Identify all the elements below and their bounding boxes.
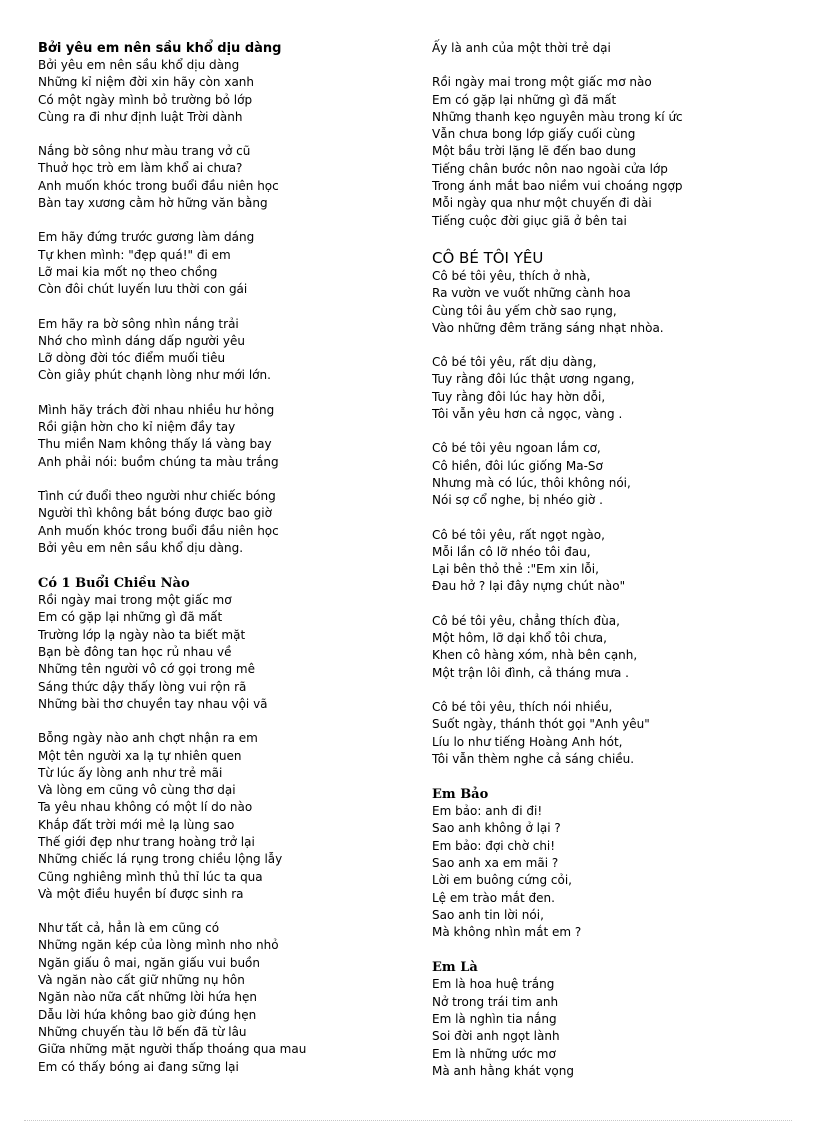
poem-line: Cô hiền, đôi lúc giống Ma-Sơ — [432, 458, 603, 473]
poem-line: Lệ em trào mắt đen. — [432, 890, 555, 905]
page-bottom-divider — [24, 1120, 792, 1121]
poem-line: Mà không nhìn mắt em ? — [432, 925, 582, 940]
stanza — [38, 143, 388, 212]
poem-line: Bởi yêu em nên sầu khổ dịu dàng — [38, 58, 240, 72]
poem-line: Thế giới đẹp như trang hoàng trở lại — [38, 834, 255, 849]
stanza — [432, 440, 802, 509]
poem-line: Nhớ cho mình dáng dấp người yêu — [38, 333, 245, 348]
poem-line: Cùng ra đi như định luật Trời dành — [38, 109, 243, 124]
poem-line: Cô bé tôi yêu, chẳng thích đùa, — [432, 613, 620, 628]
poem-co-be-toi-yeu — [432, 248, 802, 768]
poem-em-la — [432, 959, 802, 1080]
poem-line: Tự khen mình: "đẹp quá!" đi em — [38, 247, 231, 262]
poem-line: Tiếng cuộc đời giục giã ở bên tai — [432, 213, 627, 228]
poem-line: Nở trong trái tim anh — [432, 994, 559, 1009]
poem-line: Anh muốn khóc trong buổi đầu niên học — [38, 523, 279, 538]
stanza — [38, 920, 388, 1076]
poem-line: Thuở học trò em làm khổ ai chưa? — [38, 161, 243, 176]
poem-line: Khen cô hàng xóm, nhà bên cạnh, — [432, 648, 638, 663]
poem-line: Ra vườn ve vuốt những cành hoa — [432, 286, 631, 301]
poem-line: Bạn bè đông tan học rủ nhau về — [38, 645, 232, 660]
poem-line: Dẫu lời hứa không bao giờ đúng hẹn — [38, 1007, 257, 1022]
poem-line: Sao anh tin lời nói, — [432, 907, 544, 922]
poem-line: Em có thấy bóng ai đang sững lại — [38, 1059, 239, 1074]
poem-line: Em bảo: đợi chờ chi! — [432, 838, 556, 853]
poem-line: Đau hở ? lại đây nựng chút nào" — [432, 579, 626, 594]
poem-line: Còn đôi chút luyến lưu thời con gái — [38, 282, 248, 297]
poem-line: Lời em buông cứng cỏi, — [432, 873, 572, 888]
poem-line: Trong ánh mắt bao niềm vui choáng ngợp — [432, 179, 683, 194]
stanza — [432, 40, 802, 57]
poem-line: Em hãy ra bờ sông nhìn nắng trải — [38, 316, 239, 331]
poem-title: Em Là — [432, 960, 478, 976]
poem-line: Những chiếc lá rụng trong chiều lộng lẫy — [38, 852, 283, 867]
poem-line: Mà anh hằng khát vọng — [432, 1063, 574, 1078]
poem-line: Một hôm, lỡ dại khổ tôi chưa, — [432, 631, 607, 646]
poem-line: Mỗi lần cô lỡ nhéo tôi đau, — [432, 544, 591, 559]
poem-line: Em hãy đứng trước gương làm dáng — [38, 230, 255, 245]
stanza — [38, 592, 388, 713]
poem-line: Và lòng em cũng vô cùng thơ dại — [38, 783, 236, 798]
poem-line: Từ lúc ấy lòng anh như trẻ mãi — [38, 765, 223, 780]
poem-line: Em có gặp lại những gì đã mất — [432, 92, 617, 107]
poem-line: Người thì không bắt bóng được bao giờ — [38, 506, 272, 521]
stanza — [38, 730, 388, 903]
poem-line: Những chuyến tàu lỡ bến đã từ lâu — [38, 1024, 247, 1039]
poem-line: Líu lo như tiếng Hoàng Anh hót, — [432, 734, 623, 749]
stanza — [38, 229, 388, 298]
poem-line: Em là những ước mơ — [432, 1046, 556, 1061]
stanza — [432, 699, 802, 768]
poem-line: Khắp đất trời mới mẻ lạ lùng sao — [38, 817, 235, 832]
poem-line: Thu miền Nam không thấy lá vàng bay — [38, 437, 272, 452]
poem-line: Tuy rằng đôi lúc thật ương ngang, — [432, 372, 635, 387]
poem-continuation — [432, 40, 802, 230]
poem-line: Vẫn chưa bong lớp giấy cuối cùng — [432, 127, 636, 142]
poem-line: Rồi ngày mai trong một giấc mơ nào — [432, 75, 652, 90]
poem-line: Tôi vẫn thèm nghe cả sáng chiều. — [432, 751, 635, 766]
stanza — [38, 316, 388, 385]
poem-line: Vào những đêm trăng sáng nhạt nhòa. — [432, 320, 664, 335]
poem-line: Những thanh kẹo nguyên màu trong kí ức — [432, 109, 683, 124]
poem-line: Cô bé tôi yêu, rất ngọt ngào, — [432, 527, 605, 542]
stanza — [432, 613, 802, 682]
poem-line: Sao anh xa em mãi ? — [432, 855, 559, 870]
poem-line: Em bảo: anh đi đi! — [432, 804, 543, 819]
stanza — [432, 976, 802, 1080]
poem-title: CÔ BÉ TÔI YÊU — [432, 248, 544, 267]
poem-line: Em là hoa huệ trắng — [432, 977, 555, 992]
poem-line: Còn giây phút chạnh lòng như mới lớn. — [38, 368, 271, 383]
stanza — [38, 488, 388, 557]
poem-line: Có một ngày mình bỏ trường bỏ lớp — [38, 92, 253, 107]
stanza — [38, 402, 388, 471]
poem-line: Rồi ngày mai trong một giấc mơ — [38, 593, 232, 608]
poem-line: Sao anh không ở lại ? — [432, 821, 561, 836]
poem-boi-yeu-em — [38, 40, 388, 557]
poem-line: Những kỉ niệm đời xin hãy còn xanh — [38, 75, 255, 90]
poem-line: Những tên người vô cớ gọi trong mê — [38, 662, 255, 677]
poem-line: Lại bên thỏ thẻ :"Em xin lỗi, — [432, 562, 599, 577]
poem-line: Mình hãy trách đời nhau nhiều hư hỏng — [38, 402, 275, 417]
poem-line: Rồi giận hờn cho kỉ niệm đầy tay — [38, 420, 236, 435]
left-column — [38, 40, 388, 1076]
poem-line: Ngăn nào nữa cất những lời hứa hẹn — [38, 990, 257, 1005]
stanza — [432, 74, 802, 230]
poem-title: Bởi yêu em nên sầu khổ dịu dàng — [38, 41, 282, 56]
stanza — [38, 57, 388, 126]
poem-line: Và ngăn nào cất giữ những nụ hôn — [38, 973, 245, 988]
poem-line: Soi đời anh ngọt lành — [432, 1029, 560, 1044]
poem-title: Có 1 Buổi Chiều Nào — [38, 576, 190, 592]
stanza — [432, 354, 802, 423]
poem-line: Nói sợ cổ nghe, bị nhéo giờ . — [432, 493, 603, 508]
poem-line: Cô bé tôi yêu, thích ở nhà, — [432, 268, 591, 283]
poem-line: Những ngăn kép của lòng mình nho nhỏ — [38, 938, 279, 953]
poem-line: Tiếng chân bước nôn nao ngoài cửa lớp — [432, 161, 668, 176]
poem-line: Anh muốn khóc trong buổi đầu niên học — [38, 178, 279, 193]
poem-em-bao — [432, 786, 802, 941]
stanza — [432, 527, 802, 596]
poem-line: Tình cứ đuổi theo người như chiếc bóng — [38, 488, 276, 503]
poem-line: Một bầu trời lặng lẽ đến bao dung — [432, 144, 636, 159]
poem-line: Giữa những mặt người thấp thoáng qua mau — [38, 1042, 307, 1057]
poem-line: Như tất cả, hẳn là em cũng có — [38, 921, 220, 936]
poem-line: Suốt ngày, thánh thót gọi "Anh yêu" — [432, 717, 650, 732]
poem-line: Cũng nghiêng mình thủ thỉ lúc ta qua — [38, 869, 263, 884]
poem-line: Nắng bờ sông như màu trang vở cũ — [38, 144, 251, 159]
poem-line: Mỗi ngày qua như một chuyến đi dài — [432, 196, 652, 211]
poem-line: Em là nghìn tia nắng — [432, 1012, 557, 1027]
poem-line: Cô bé tôi yêu, thích nói nhiều, — [432, 699, 613, 714]
poem-line: Cùng tôi âu yếm chờ sao rụng, — [432, 303, 617, 318]
poem-line: Một tên người xa lạ tự nhiên quen — [38, 748, 242, 763]
poem-line: Một trận lôi đình, cả tháng mưa . — [432, 665, 629, 680]
poem-line: Em có gặp lại những gì đã mất — [38, 610, 223, 625]
stanza — [432, 803, 802, 941]
poem-title: Em Bảo — [432, 787, 489, 803]
poem-line: Bỗng ngày nào anh chợt nhận ra em — [38, 731, 258, 746]
poem-line: Cô bé tôi yêu, rất dịu dàng, — [432, 355, 597, 370]
poem-line: Trường lớp lạ ngày nào ta biết mặt — [38, 627, 246, 642]
poem-co-1-buoi-chieu-nao — [38, 575, 388, 1076]
poem-line: Ấy là anh của một thời trẻ dại — [432, 41, 611, 55]
poem-line: Ngăn giấu ô mai, ngăn giấu vui buồn — [38, 955, 260, 970]
poem-line: Anh phải nói: buồm chúng ta màu trắng — [38, 454, 279, 469]
stanza — [432, 268, 802, 337]
poem-line: Lỡ mai kia mốt nọ theo chồng — [38, 264, 218, 279]
right-column — [432, 40, 802, 1080]
poem-line: Cô bé tôi yêu ngoan lắm cơ, — [432, 441, 601, 456]
poem-line: Và một điều huyền bí được sinh ra — [38, 886, 244, 901]
poem-line: Lỡ dòng đời tóc điểm muối tiêu — [38, 351, 226, 366]
poem-line: Nhưng mà có lúc, thôi không nói, — [432, 475, 631, 490]
poem-line: Bởi yêu em nên sầu khổ dịu dàng. — [38, 540, 244, 555]
poem-line: Tuy rằng đôi lúc hay hờn dỗi, — [432, 389, 606, 404]
poem-line: Những bài thơ chuyền tay nhau vội vã — [38, 696, 268, 711]
poem-line: Tôi vẫn yêu hơn cả ngọc, vàng . — [432, 407, 623, 422]
poem-line: Ta yêu nhau không có một lí do nào — [38, 800, 253, 815]
poem-line: Bàn tay xương cằm hờ hững văn bằng — [38, 196, 268, 211]
poem-line: Sáng thức dậy thấy lòng vui rộn rã — [38, 679, 247, 694]
